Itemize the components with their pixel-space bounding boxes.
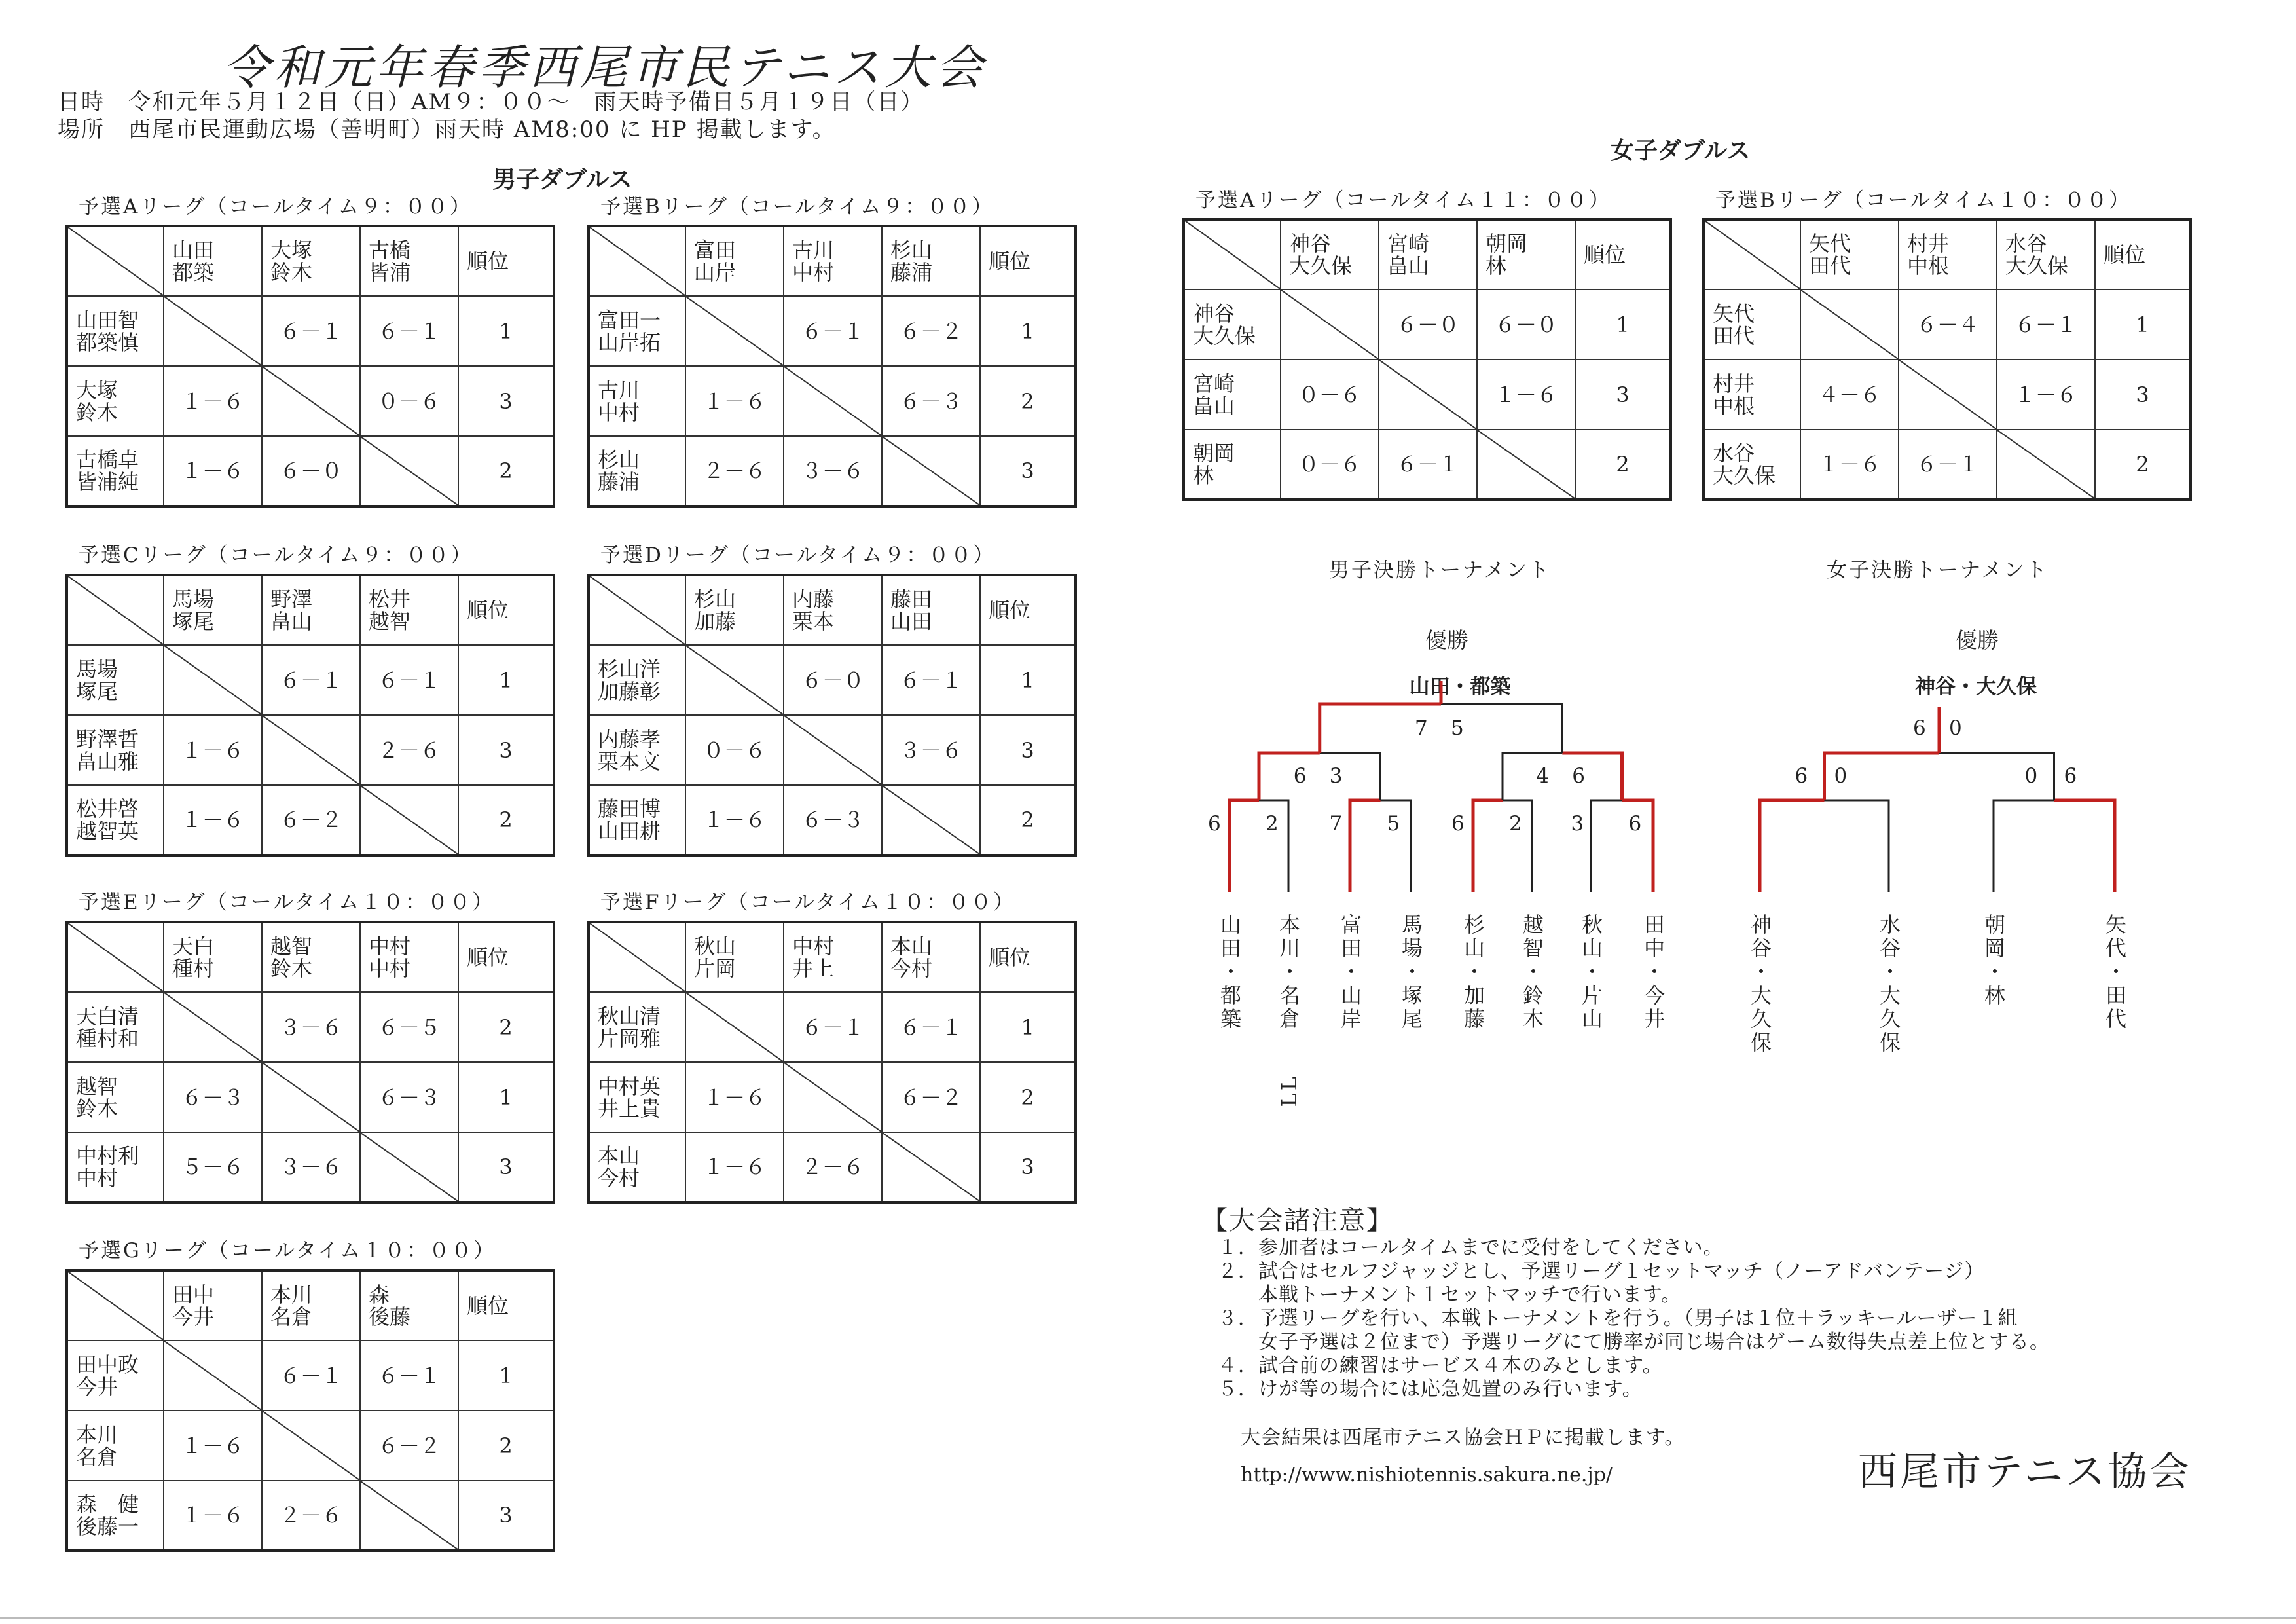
men-final-score: 7 — [1415, 716, 1428, 740]
rank-header: 順位 — [2095, 219, 2191, 289]
score-cell: ６－０ — [262, 436, 360, 506]
column-header: 本山 今村 — [882, 922, 980, 992]
rank-cell: 2 — [980, 366, 1076, 436]
score-cell: ４－６ — [1800, 360, 1899, 430]
men-finalist-name: 富田・山岸 — [1338, 913, 1362, 1031]
score-cell: ２－６ — [685, 436, 784, 506]
men-finalist-name: 田中・今井 — [1641, 913, 1666, 1031]
notice-item: ４．試合前の練習はサービス４本のみとします。 — [1218, 1354, 1663, 1377]
row-team-name: 宮崎 畠山 — [1184, 360, 1281, 430]
page-bottom-edge — [0, 1617, 2296, 1619]
rank-cell: 1 — [980, 296, 1076, 366]
rank-cell: 3 — [458, 1132, 554, 1202]
row-team-name: 松井啓 越智英 — [67, 785, 164, 855]
column-header: 朝岡 林 — [1477, 219, 1575, 289]
women-section-title: 女子ダブルス — [1611, 138, 1751, 164]
row-team-name: 野澤哲 畠山雅 — [67, 715, 164, 785]
rank-cell: 1 — [458, 1340, 554, 1411]
score-cell: １－６ — [685, 1062, 784, 1132]
column-header: 馬場 塚尾 — [164, 575, 262, 645]
score-cell: ６－２ — [882, 296, 980, 366]
men-league-7-title: 予選Gリーグ（コールタイム１０：００） — [79, 1239, 496, 1263]
men-qf-winner-line — [1230, 800, 1259, 892]
score-cell: １－６ — [164, 785, 262, 855]
men-sf-winner-line — [1562, 753, 1622, 800]
rank-cell: 1 — [458, 296, 554, 366]
score-cell: ３－６ — [882, 715, 980, 785]
rank-cell: 2 — [458, 992, 554, 1062]
page-title: 令和元年春季西尾市民テニス大会 — [223, 40, 987, 95]
women-semi-score: 0 — [1834, 764, 1848, 788]
score-cell: ６－１ — [1379, 430, 1477, 500]
men-finalist-name: 馬場・塚尾 — [1398, 913, 1423, 1031]
women-tournament-title: 女子決勝トーナメント — [1827, 559, 2049, 582]
score-cell: ６－０ — [1379, 289, 1477, 360]
score-cell: ６－１ — [262, 296, 360, 366]
men-sf-loser-line — [1503, 753, 1562, 800]
men-league-2-title: 予選Bリーグ（コールタイム９：００） — [600, 195, 994, 219]
notice-heading: 【大会諸注意】 — [1201, 1206, 1394, 1236]
men-semi-score: 3 — [1329, 764, 1343, 788]
score-cell: １－６ — [164, 1411, 262, 1481]
row-team-name: 本川 名倉 — [67, 1411, 164, 1481]
column-header: 古川 中村 — [784, 226, 882, 296]
score-cell: ６－０ — [1477, 289, 1575, 360]
notice-item: １．参加者はコールタイムまでに受付をしてください。 — [1218, 1236, 1724, 1259]
notice-item: ５．けが等の場合には応急処置のみ行います。 — [1218, 1378, 1643, 1401]
men-section-title: 男子ダブルス — [492, 166, 632, 193]
column-header: 内藤 栗本 — [784, 575, 882, 645]
score-cell: ６－１ — [784, 992, 882, 1062]
column-header: 古橋 皆浦 — [360, 226, 458, 296]
score-cell: ２－６ — [784, 1132, 882, 1202]
men-league-3-title: 予選Cリーグ（コールタイム９：００） — [79, 544, 473, 567]
score-cell: ０－６ — [685, 715, 784, 785]
row-team-name: 内藤孝 栗本文 — [589, 715, 685, 785]
score-cell: ６－１ — [882, 645, 980, 715]
rank-cell: 1 — [1575, 289, 1671, 360]
score-cell: ０－６ — [1281, 430, 1379, 500]
men-finalist-name: 秋山・片山 — [1578, 913, 1603, 1031]
row-team-name: 馬場 塚尾 — [67, 645, 164, 715]
column-header: 中村 中村 — [360, 922, 458, 992]
women-final-score: 6 — [1913, 716, 1926, 740]
row-team-name: 森 健 後藤一 — [67, 1481, 164, 1551]
rank-header: 順位 — [458, 575, 554, 645]
row-team-name: 矢代 田代 — [1704, 289, 1800, 360]
men-semi-score: 6 — [1572, 764, 1585, 788]
notice-item: ２．試合はセルフジャッジとし、予選リーグ１セットマッチ（ノーアドバンテージ） — [1218, 1260, 1985, 1283]
rank-cell: 1 — [980, 992, 1076, 1062]
score-cell: １－６ — [164, 715, 262, 785]
score-cell: ６－１ — [360, 645, 458, 715]
men-sf-loser-line — [1320, 753, 1381, 800]
women-semi-score: 0 — [2024, 764, 2038, 788]
row-team-name: 富田一 山岸拓 — [589, 296, 685, 366]
men-qf-score: 3 — [1571, 812, 1584, 836]
score-cell: ０－６ — [360, 366, 458, 436]
row-team-name: 本山 今村 — [589, 1132, 685, 1202]
association-name: 西尾市テニス協会 — [1858, 1449, 2192, 1495]
row-team-name: 大塚 鈴木 — [67, 366, 164, 436]
women-finalist-name: 矢代・田代 — [2102, 913, 2127, 1031]
score-cell: ０－６ — [1281, 360, 1379, 430]
score-cell: ３－６ — [784, 436, 882, 506]
rank-header: 順位 — [458, 226, 554, 296]
women-final-score: 0 — [1949, 716, 1962, 740]
rank-cell: 3 — [458, 366, 554, 436]
score-cell: ６－０ — [784, 645, 882, 715]
men-qf-loser-line — [1591, 800, 1622, 892]
rank-header: 順位 — [1575, 219, 1671, 289]
score-cell: ６－１ — [1997, 289, 2095, 360]
score-cell: ６－２ — [882, 1062, 980, 1132]
men-league-5-title: 予選Eリーグ（コールタイム１０：００） — [79, 891, 495, 914]
row-team-name: 神谷 大久保 — [1184, 289, 1281, 360]
men-league-1-title: 予選Aリーグ（コールタイム９：００） — [79, 195, 472, 219]
column-header: 田中 今井 — [164, 1270, 262, 1340]
row-team-name: 中村英 井上貴 — [589, 1062, 685, 1132]
women-league-1-title: 予選Aリーグ（コールタイム１１：００） — [1195, 189, 1611, 212]
men-league-4-title: 予選Dリーグ（コールタイム９：００） — [600, 544, 996, 567]
men-qf-score: 2 — [1509, 812, 1522, 836]
rank-cell: 2 — [458, 436, 554, 506]
row-team-name: 天白清 種村和 — [67, 992, 164, 1062]
men-qf-score: 6 — [1451, 812, 1465, 836]
women-sf-loser-line — [1994, 800, 2054, 892]
notice-item: 本戦トーナメント１セットマッチで行います。 — [1218, 1283, 1682, 1306]
rank-cell: 3 — [980, 715, 1076, 785]
men-qf-score: 6 — [1208, 812, 1221, 836]
rank-cell: 2 — [2095, 430, 2191, 500]
men-qf-winner-line — [1473, 800, 1503, 892]
men-finalist-name: 山田・都築 — [1217, 913, 1242, 1031]
men-sf-winner-line — [1259, 753, 1320, 800]
row-team-name: 水谷 大久保 — [1704, 430, 1800, 500]
column-header: 大塚 鈴木 — [262, 226, 360, 296]
row-team-name: 田中政 今井 — [67, 1340, 164, 1411]
score-cell: ６－１ — [1899, 430, 1997, 500]
women-league-2-title: 予選Bリーグ（コールタイム１０：００） — [1715, 189, 2132, 212]
rank-cell: 1 — [458, 645, 554, 715]
score-cell: ６－３ — [164, 1062, 262, 1132]
men-tournament-title: 男子決勝トーナメント — [1329, 559, 1551, 582]
rank-header: 順位 — [458, 922, 554, 992]
rank-cell: 3 — [980, 1132, 1076, 1202]
rank-header: 順位 — [458, 1270, 554, 1340]
column-header: 天白 種村 — [164, 922, 262, 992]
score-cell: １－６ — [685, 785, 784, 855]
rank-header: 順位 — [980, 922, 1076, 992]
column-header: 村井 中根 — [1899, 219, 1997, 289]
women-finalist-name: 朝岡・林 — [1981, 913, 2006, 1008]
score-cell: ６－３ — [882, 366, 980, 436]
column-header: 藤田 山田 — [882, 575, 980, 645]
column-header: 松井 越智 — [360, 575, 458, 645]
women-sf-loser-line — [1825, 800, 1889, 892]
row-team-name: 杉山 藤浦 — [589, 436, 685, 506]
row-team-name: 古橋卓 皆浦純 — [67, 436, 164, 506]
score-cell: ６－１ — [360, 1340, 458, 1411]
rank-cell: 2 — [980, 785, 1076, 855]
score-cell: １－６ — [685, 366, 784, 436]
event-place: 場所 西尾市民運動広場（善明町）雨天時 AM8:00 に HP 掲載します。 — [58, 117, 836, 143]
row-team-name: 杉山洋 加藤彰 — [589, 645, 685, 715]
men-league-6-title: 予選Fリーグ（コールタイム１０：００） — [600, 891, 1016, 914]
men-semi-score: 6 — [1293, 764, 1307, 788]
score-cell: ６－１ — [262, 1340, 360, 1411]
score-cell: １－６ — [1997, 360, 2095, 430]
row-team-name: 朝岡 林 — [1184, 430, 1281, 500]
score-cell: １－６ — [164, 1481, 262, 1551]
rank-cell: 3 — [2095, 360, 2191, 430]
column-header: 宮崎 畠山 — [1379, 219, 1477, 289]
score-cell: ６－５ — [360, 992, 458, 1062]
column-header: 野澤 畠山 — [262, 575, 360, 645]
men-finalist-name: 本川・名倉 — [1276, 913, 1301, 1031]
score-cell: ３－６ — [262, 1132, 360, 1202]
women-sf-winner-line — [1760, 800, 1825, 892]
column-header: 富田 山岸 — [685, 226, 784, 296]
women-finalist-name: 神谷・大久保 — [1747, 913, 1772, 1055]
score-cell: ６－２ — [262, 785, 360, 855]
rank-header: 順位 — [980, 226, 1076, 296]
column-header: 山田 都築 — [164, 226, 262, 296]
row-team-name: 村井 中根 — [1704, 360, 1800, 430]
rank-cell: 2 — [980, 1062, 1076, 1132]
score-cell: ３－６ — [262, 992, 360, 1062]
score-cell: ２－６ — [262, 1481, 360, 1551]
men-champion-label: 優勝 — [1425, 627, 1468, 653]
women-sf-winner-line — [2054, 800, 2115, 892]
score-cell: ６－３ — [360, 1062, 458, 1132]
row-team-name: 藤田博 山田耕 — [589, 785, 685, 855]
score-cell: １－６ — [685, 1132, 784, 1202]
rank-cell: 1 — [458, 1062, 554, 1132]
results-note: 大会結果は西尾市テニス協会ＨＰに掲載します。 — [1241, 1426, 1685, 1449]
row-team-name: 古川 中村 — [589, 366, 685, 436]
score-cell: ６－１ — [360, 296, 458, 366]
column-header: 杉山 加藤 — [685, 575, 784, 645]
rank-cell: 2 — [458, 785, 554, 855]
rank-cell: 3 — [458, 715, 554, 785]
association-url[interactable]: http://www.nishiotennis.sakura.ne.jp/ — [1241, 1464, 1613, 1486]
column-header: 本川 名倉 — [262, 1270, 360, 1340]
column-header: 水谷 大久保 — [1997, 219, 2095, 289]
score-cell: ６－３ — [784, 785, 882, 855]
men-finalist-name: 越智・鈴木 — [1520, 913, 1544, 1031]
event-date: 日時 令和元年５月１２日（日）AM９：００～ 雨天時予備日５月１９日（日） — [58, 89, 924, 115]
men-champion: 山田・都築 — [1409, 675, 1511, 699]
men-qf-winner-line — [1350, 800, 1381, 892]
women-finalist-name: 水谷・大久保 — [1876, 913, 1901, 1055]
score-cell: １－６ — [164, 436, 262, 506]
notice-item: 女子予選は２位まで）予選リーグにて勝率が同じ場合はゲーム数得失点差上位とする。 — [1218, 1331, 2050, 1354]
column-header: 杉山 藤浦 — [882, 226, 980, 296]
column-header: 中村 井上 — [784, 922, 882, 992]
row-team-name: 秋山清 片岡雅 — [589, 992, 685, 1062]
women-semi-score: 6 — [1795, 764, 1808, 788]
rank-cell: 3 — [1575, 360, 1671, 430]
column-header: 神谷 大久保 — [1281, 219, 1379, 289]
score-cell: １－６ — [1800, 430, 1899, 500]
score-cell: １－６ — [164, 366, 262, 436]
score-cell: １－６ — [1477, 360, 1575, 430]
score-cell: ６－１ — [784, 296, 882, 366]
score-cell: ６－２ — [360, 1411, 458, 1481]
men-semi-score: 4 — [1536, 764, 1549, 788]
rank-cell: 3 — [458, 1481, 554, 1551]
women-champion-label: 優勝 — [1956, 627, 1999, 653]
column-header: 森 後藤 — [360, 1270, 458, 1340]
men-finalist-name: 杉山・加藤 — [1461, 913, 1485, 1031]
men-qf-score: 7 — [1329, 812, 1343, 836]
men-qf-score: 5 — [1387, 812, 1400, 836]
women-semi-score: 6 — [2064, 764, 2077, 788]
rank-cell: 3 — [980, 436, 1076, 506]
men-qf-score: 2 — [1266, 812, 1279, 836]
notice-item: ３．予選リーグを行い、本戦トーナメントを行う。（男子は１位＋ラッキールーザー１組 — [1218, 1307, 2018, 1330]
row-team-name: 越智 鈴木 — [67, 1062, 164, 1132]
row-team-name: 中村利 中村 — [67, 1132, 164, 1202]
score-cell: ５－６ — [164, 1132, 262, 1202]
rank-cell: 2 — [458, 1411, 554, 1481]
rank-cell: 1 — [2095, 289, 2191, 360]
column-header: 秋山 片岡 — [685, 922, 784, 992]
score-cell: ６－１ — [262, 645, 360, 715]
score-cell: ２－６ — [360, 715, 458, 785]
score-cell: ６－４ — [1899, 289, 1997, 360]
women-champion: 神谷・大久保 — [1915, 675, 2037, 699]
score-cell: ６－１ — [882, 992, 980, 1062]
column-header: 越智 鈴木 — [262, 922, 360, 992]
lucky-loser-mark: LL — [1277, 1074, 1302, 1107]
rank-header: 順位 — [980, 575, 1076, 645]
rank-cell: 1 — [980, 645, 1076, 715]
row-team-name: 山田智 都築慎 — [67, 296, 164, 366]
men-qf-score: 6 — [1628, 812, 1642, 836]
rank-cell: 2 — [1575, 430, 1671, 500]
column-header: 矢代 田代 — [1800, 219, 1899, 289]
men-final-score: 5 — [1451, 716, 1464, 740]
